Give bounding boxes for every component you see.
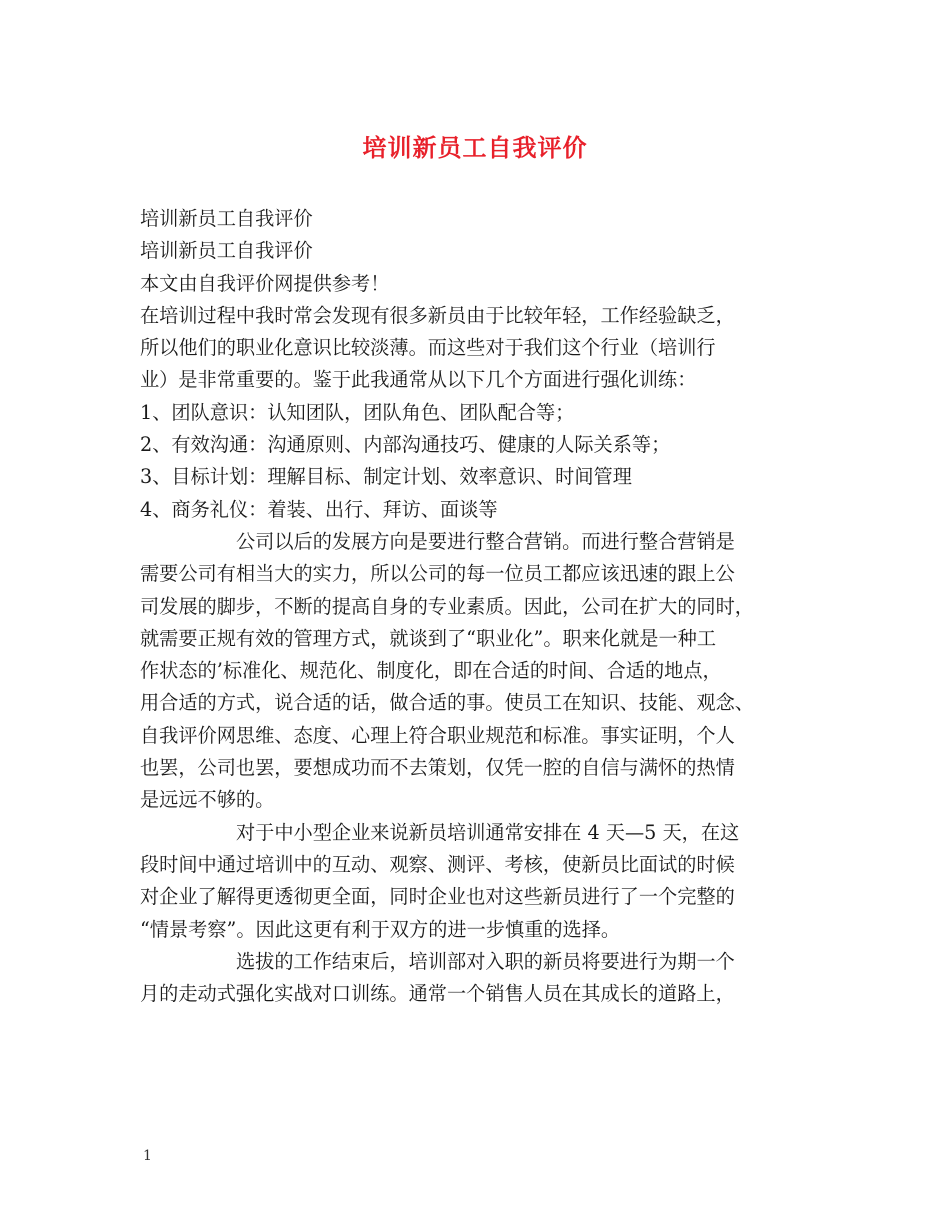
text-line: 司发展的脚步，不断的提高自身的专业素质。因此，公司在扩大的同时，: [140, 594, 754, 618]
text-line: 本文由自我评价网提供参考！: [140, 271, 390, 295]
text-line: 3、目标计划：理解目标、制定计划、效率意识、时间管理: [140, 465, 632, 489]
text-line: 用合适的方式，说合适的话，做合适的事。使员工在知识、技能、观念、: [140, 691, 754, 715]
text-line: 需要公司有相当大的实力，所以公司的每一位员工都应该迅速的跟上公: [140, 562, 735, 586]
text-line: 公司以后的发展方向是要进行整合营销。而进行整合营销是: [236, 529, 735, 553]
text-line: 自我评价网思维、态度、心理上符合职业规范和标准。事实证明，个人: [140, 723, 735, 747]
text-line: 对于中小型企业来说新员培训通常安排在 4 天—5 天，在这: [236, 820, 740, 844]
document-body: [140, 203, 825, 1010]
text-line: 就需要正规有效的管理方式，就谈到了“职业化”。职来化就是一种工: [140, 626, 717, 650]
text-line: 也罢，公司也罢，要想成功而不去策划，仅凭一腔的自信与满怀的热情: [140, 756, 735, 780]
document-title: 培训新员工自我评价: [362, 133, 588, 162]
page-number: 1: [143, 1148, 152, 1164]
text-line: 业）是非常重要的。鉴于此我通常从以下几个方面进行强化训练：: [140, 368, 697, 392]
text-line: 所以他们的职业化意识比较淡薄。而这些对于我们这个行业（培训行: [140, 336, 716, 360]
text-line: 4、商务礼仪：着装、出行、拜访、面谈等: [140, 497, 498, 521]
text-line: 是远远不够的。: [140, 788, 275, 812]
text-line: 在培训过程中我时常会发现有很多新员由于比较年轻，工作经验缺乏，: [140, 303, 735, 327]
text-line: 1、团队意识：认知团队，团队角色、团队配合等；: [140, 400, 575, 424]
text-line: 2、有效沟通：沟通原则、内部沟通技巧、健康的人际关系等；: [140, 433, 671, 457]
text-line: 段时间中通过培训中的互动、观察、测评、考核，使新员比面试的时候: [140, 852, 735, 876]
text-line: 选拔的工作结束后，培训部对入职的新员将要进行为期一个: [236, 949, 735, 973]
text-line: 培训新员工自我评价: [140, 239, 313, 263]
text-line: 月的走动式强化实战对口训练。通常一个销售人员在其成长的道路上，: [140, 982, 735, 1006]
text-line: 作状态的’标准化、规范化、制度化，即在合适的时间、合适的地点，: [140, 659, 722, 683]
text-line: 对企业了解得更透彻更全面，同时企业也对这些新员进行了一个完整的: [140, 885, 735, 909]
text-line: “情景考察”。因此这更有利于双方的进一步慎重的选择。: [140, 917, 621, 941]
text-line: 培训新员工自我评价: [140, 207, 313, 230]
